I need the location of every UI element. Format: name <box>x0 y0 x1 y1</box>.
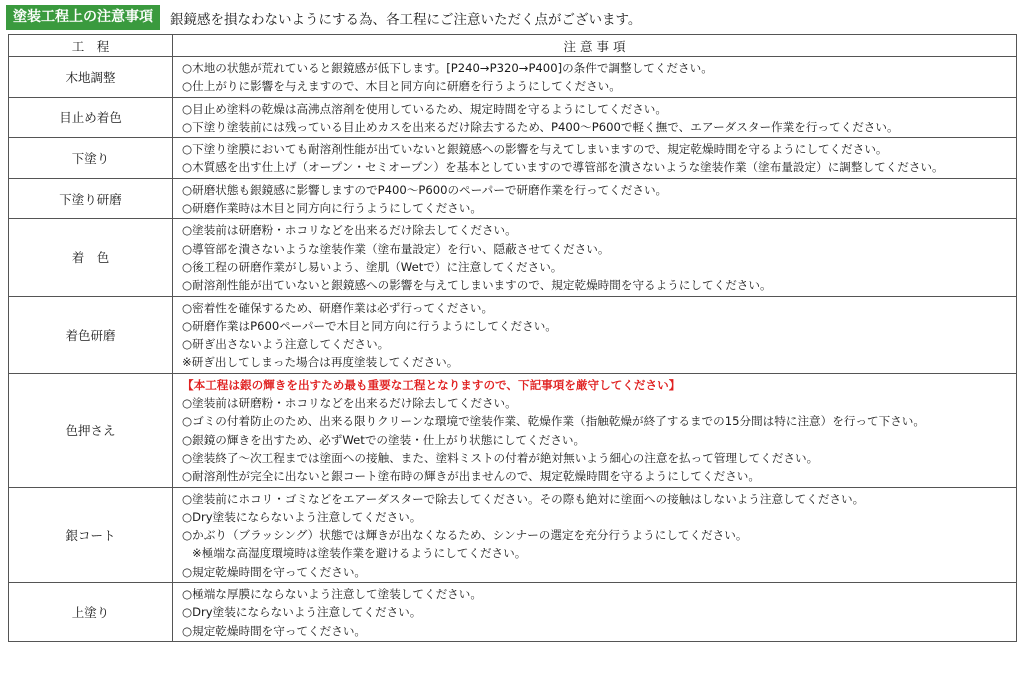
note-line: ○ゴミの付着防止のため、出来る限りクリーンな環境で塗装作業、乾燥作業（指触乾燥が終了するまでの15分間は特に注意）を行って下さい。 <box>182 414 925 429</box>
column-header-notes <box>173 35 1017 57</box>
note-line: ○研磨作業はP600ペーパーで木目と同方向に行うようにしてください。 <box>182 318 557 333</box>
note-line: ○Dry塗装にならないよう注意してください。 <box>182 605 422 620</box>
table-row <box>9 583 1017 642</box>
page-header <box>6 5 641 30</box>
process-notes <box>173 57 1017 98</box>
note-line: ○研磨状態も銀鏡感に影響しますのでP400～P600のペーパーで研磨作業を行ってください。 <box>182 182 668 197</box>
page-subtitle: 銀鏡感を損なわないようにする為、各工程にご注意いただく点がございます。 <box>170 11 642 28</box>
process-name: 下塗り研磨 <box>9 178 173 219</box>
process-notes <box>173 178 1017 219</box>
process-notes <box>173 583 1017 642</box>
note-line: ○極端な厚膜にならないよう注意して塗装してください。 <box>182 587 482 602</box>
process-name: 上塗り <box>9 583 173 642</box>
note-line: ○規定乾燥時間を守ってください。 <box>182 564 367 579</box>
note-line: ○塗装終了～次工程までは塗面への接触、また、塗料ミストの付着が絶対無いよう細心の注意を払って管理してください。 <box>182 450 819 465</box>
table-row <box>9 57 1017 98</box>
note-line: ○塗装前は研磨粉・ホコリなどを出来るだけ除去してください。 <box>182 396 517 411</box>
note-line: ○導管部を潰さないような塗装作業（塗布量設定）を行い、隠蔽させてください。 <box>182 241 610 256</box>
note-line: ※研ぎ出してしまった場合は再度塗装してください。 <box>182 355 459 370</box>
process-notes <box>173 97 1017 138</box>
table-row <box>9 138 1017 179</box>
process-notes <box>173 296 1017 373</box>
page-title: 塗装工程上の注意事項 <box>6 5 160 30</box>
column-header-notes-label: 注 意 事 項 <box>563 38 626 54</box>
note-line: ○下塗り塗装前には残っている目止めカスを出来るだけ除去するため、P400～P600で軽く撫で、エアーダスター作業を行ってください。 <box>182 119 899 134</box>
note-line: ○耐溶剤性能が出ていないと銀鏡感への影響を与えてしまいますので、規定乾燥時間を守るようにしてください。 <box>182 278 772 293</box>
note-line: ○Dry塗装にならないよう注意してください。 <box>182 509 422 524</box>
note-line: ○塗装前にホコリ・ゴミなどをエアーダスターで除去してください。その際も絶対に塗面への接触はしないよう注意してください。 <box>182 491 865 506</box>
table-row <box>9 296 1017 373</box>
process-name: 銀コート <box>9 487 173 582</box>
table-row <box>9 97 1017 138</box>
note-line: ○研磨作業時は木目と同方向に行うようにしてください。 <box>182 201 482 216</box>
column-header-process <box>9 35 173 57</box>
note-line: ○研ぎ出さないよう注意してください。 <box>182 337 390 352</box>
note-line: ○かぶり（ブラッシング）状態では輝きが出なくなるため、シンナーの選定を充分行うようにしてください。 <box>182 528 748 543</box>
process-name: 着色研磨 <box>9 296 173 373</box>
column-header-process-label: 工 程 <box>71 38 110 54</box>
table-row <box>9 219 1017 296</box>
process-name: 下塗り <box>9 138 173 179</box>
note-line: ○銀鏡の輝きを出すため、必ずWetでの塗装・仕上がり状態にしてください。 <box>182 432 586 447</box>
note-line: ○規定乾燥時間を守ってください。 <box>182 623 367 638</box>
note-line: ○密着性を確保するため、研磨作業は必ず行ってください。 <box>182 300 494 315</box>
note-line: ○後工程の研磨作業がし易いよう、塗肌（Wetで）に注意してください。 <box>182 259 563 274</box>
note-line: ○木地の状態が荒れていると銀鏡感が低下します。[P240→P320→P400]の条件で調整してください。 <box>182 61 713 75</box>
caution-table <box>8 34 1017 642</box>
note-line: ○目止め塗料の乾燥は高沸点溶剤を使用しているため、規定時間を守るようにしてください。 <box>182 101 667 116</box>
note-line: ○耐溶剤性が完全に出ないと銀コート塗布時の輝きが出ませんので、規定乾燥時間を守るようにしてください。 <box>182 469 760 484</box>
note-line: ○下塗り塗膜においても耐溶剤性能が出ていないと銀鏡感への影響を与えてしまいますので、規定乾燥時間を守るようにしてください。 <box>182 142 888 157</box>
note-line: ○塗装前は研磨粉・ホコリなどを出来るだけ除去してください。 <box>182 223 517 238</box>
process-notes <box>173 487 1017 582</box>
important-notice: 【本工程は銀の輝きを出すため最も重要な工程となりますので、下記事項を厳守してください】 <box>182 377 681 392</box>
table-header-row <box>9 35 1017 57</box>
process-name: 目止め着色 <box>9 97 173 138</box>
table-row <box>9 373 1017 487</box>
table-row <box>9 178 1017 219</box>
process-notes <box>173 373 1017 487</box>
process-name: 色押さえ <box>9 373 173 487</box>
process-notes <box>173 219 1017 296</box>
process-name: 木地調整 <box>9 57 173 98</box>
note-line: ※極端な高湿度環境時は塗装作業を避けるようにしてください。 <box>192 546 527 561</box>
note-line: ○木質感を出す仕上げ（オープン・セミオープン）を基本としていますので導管部を潰さないような塗装作業（塗布量設定）に調整してください。 <box>182 160 944 175</box>
process-notes <box>173 138 1017 179</box>
table-row <box>9 487 1017 582</box>
note-line: ○仕上がりに影響を与えますので、木目と同方向に研磨を行うようにしてください。 <box>182 79 621 94</box>
process-name: 着 色 <box>9 219 173 296</box>
